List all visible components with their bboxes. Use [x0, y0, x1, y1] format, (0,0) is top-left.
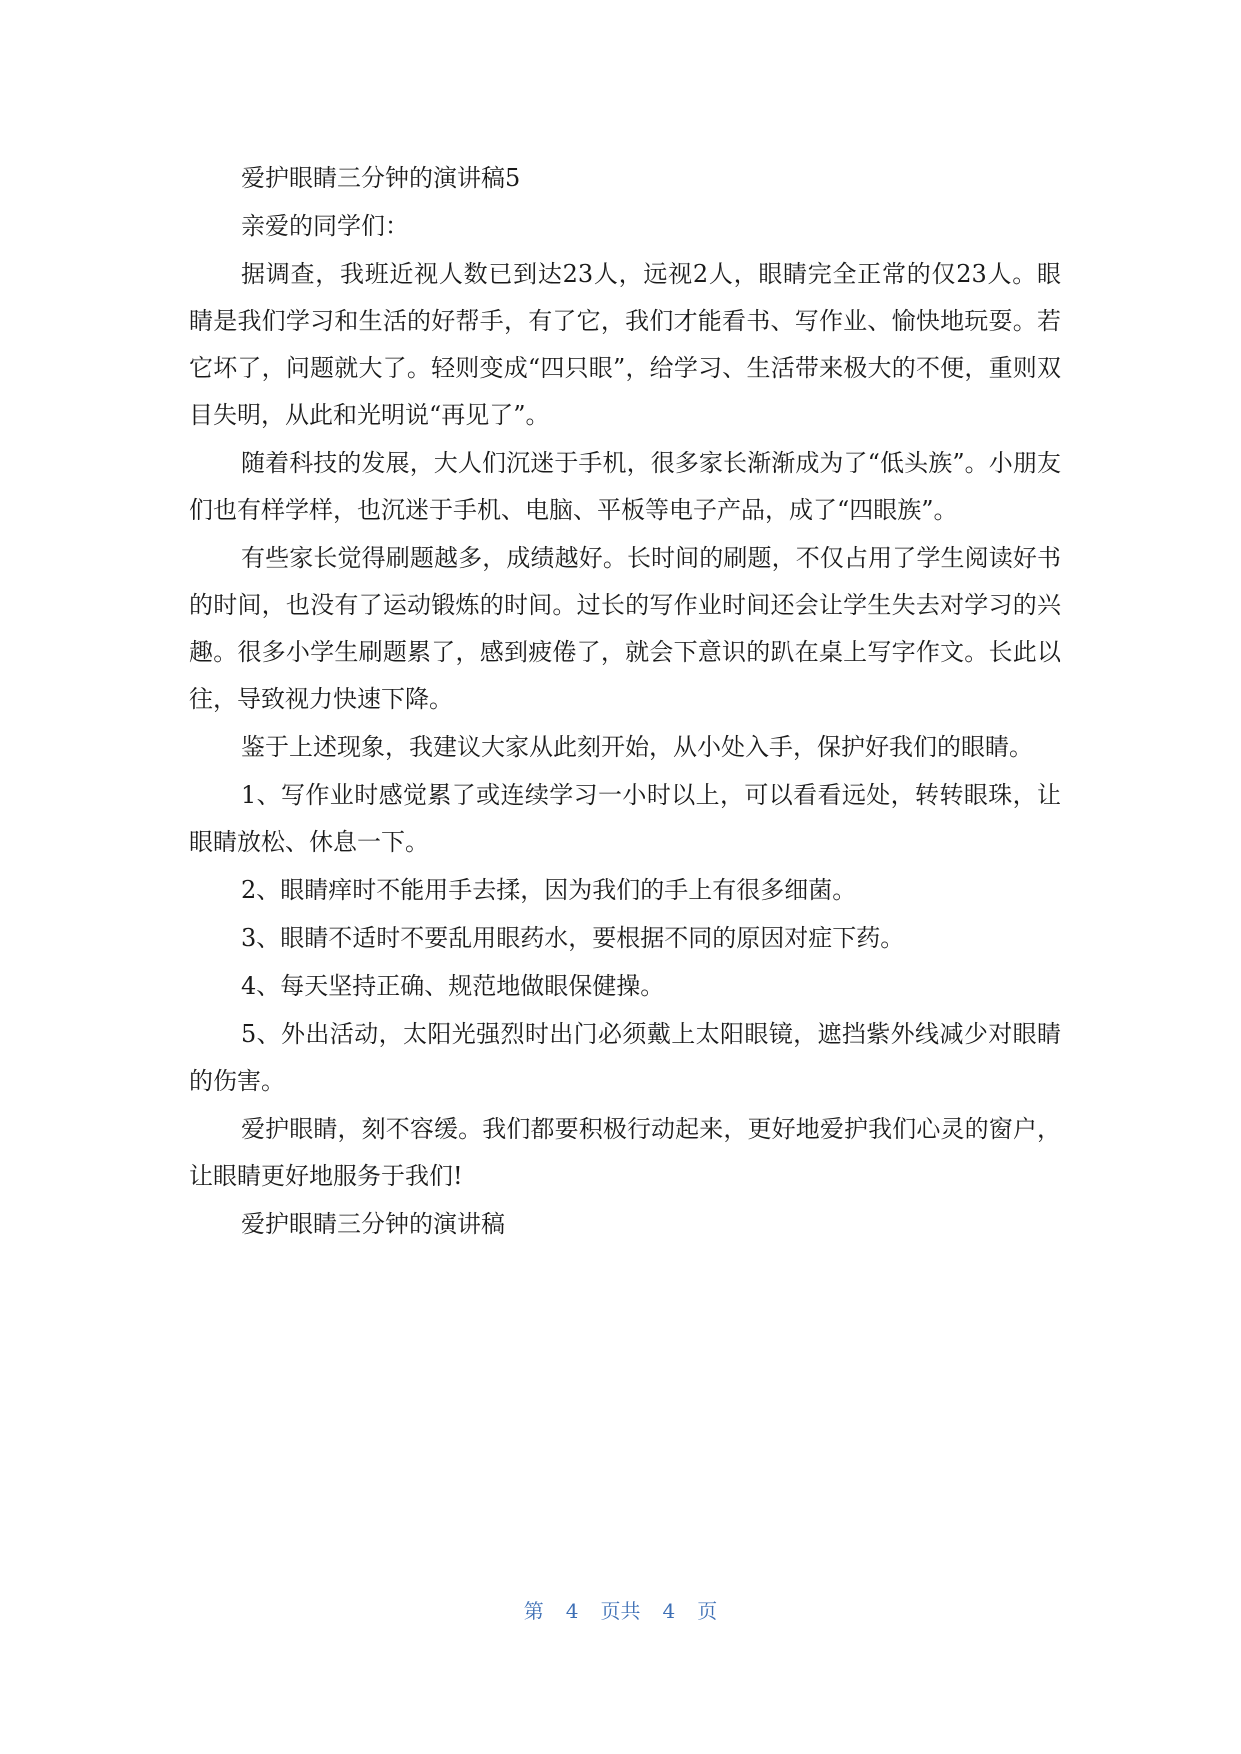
list-item-4: 4、每天坚持正确、规范地做眼保健操。: [241, 972, 665, 1000]
list-item-3: 3、眼睛不适时不要乱用眼药水，要根据不同的原因对症下药。: [241, 924, 905, 952]
paragraph-conclusion: 爱护眼睛，刻不容缓。我们都要积极行动起来，更好地爱护我们心灵的窗户，让眼睛更好地服务于我们!: [189, 1115, 1061, 1190]
next-section-title: 爱护眼睛三分钟的演讲稿: [241, 1210, 505, 1238]
footer-label-page: 第: [523, 1599, 544, 1623]
list-item-1: 1、写作业时感觉累了或连续学习一小时以上，可以看看远处，转转眼珠，让眼睛放松、休息一下。: [189, 781, 1061, 856]
list-item-5: 5、外出活动，太阳光强烈时出门必须戴上太阳眼镜，遮挡紫外线减少对眼睛的伤害。: [189, 1020, 1061, 1095]
footer-label-of: 页共: [600, 1599, 641, 1623]
document-body: [189, 155, 1061, 1249]
paragraph-homework: 有些家长觉得刷题越多，成绩越好。长时间的刷题，不仅占用了学生阅读好书的时间，也没有了运动锻炼的时间。过长的写作业时间还会让学生失去对学习的兴趣。很多小学生刷题累了，感到疲倦了，就会下意识的趴在桌上写字作文。长此以往，导致视力快速下降。: [189, 544, 1061, 713]
footer-label-end: 页: [697, 1599, 718, 1623]
footer-total-pages: 4: [662, 1599, 676, 1623]
page-footer: [0, 1595, 1241, 1624]
paragraph-survey: 据调查，我班近视人数已到达23人，远视2人，眼睛完全正常的仅23人。眼睛是我们学习和生活的好帮手，有了它，我们才能看书、写作业、愉快地玩耍。若它坏了，问题就大了。轻则变成“四只眼”，给学习、生活带来极大的不便，重则双目失明，从此和光明说“再见了”。: [189, 260, 1061, 429]
list-item-2: 2、眼睛痒时不能用手去揉，因为我们的手上有很多细菌。: [241, 876, 857, 904]
paragraph-technology: 随着科技的发展，大人们沉迷于手机，很多家长渐渐成为了“低头族”。小朋友们也有样学样，也沉迷于手机、电脑、平板等电子产品，成了“四眼族”。: [189, 449, 1061, 524]
section-title: 爱护眼睛三分钟的演讲稿5: [241, 164, 521, 192]
salutation: 亲爱的同学们：: [241, 212, 409, 240]
footer-current-page: 4: [565, 1599, 579, 1623]
paragraph-suggestion: 鉴于上述现象，我建议大家从此刻开始，从小处入手，保护好我们的眼睛。: [241, 733, 1033, 761]
